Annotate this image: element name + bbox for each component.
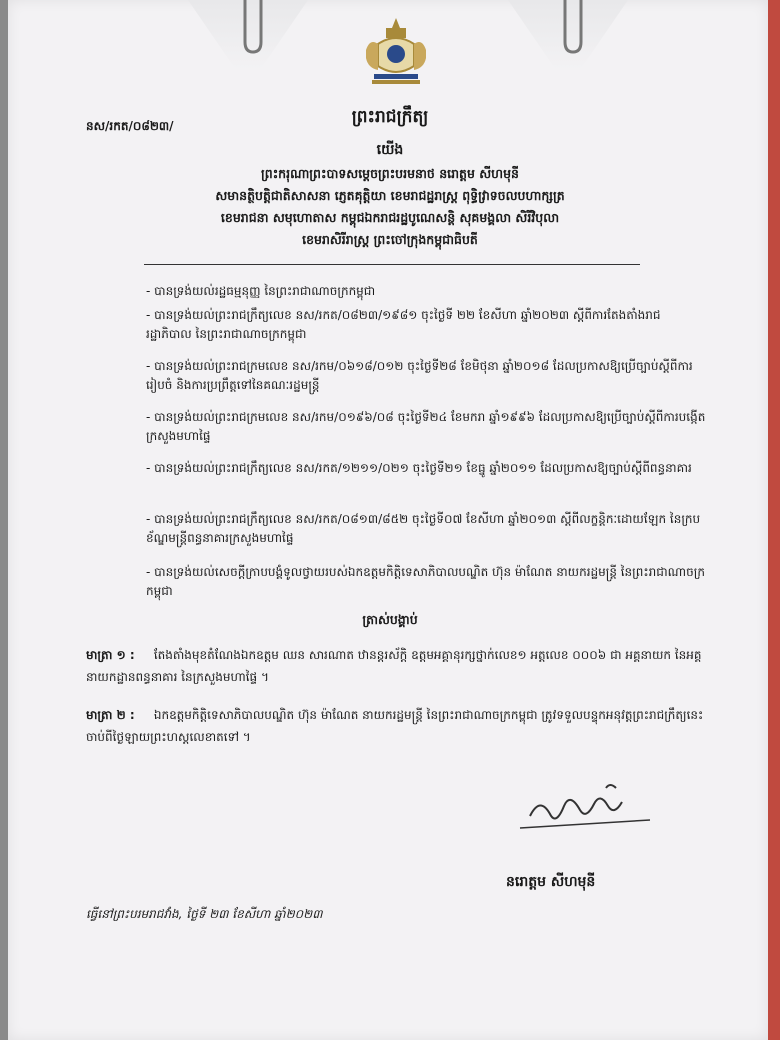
signatory-name: នរោត្តម សីហមុនី (506, 874, 596, 890)
consideration-item: - បានទ្រង់យល់រដ្ឋធម្មនុញ្ញ នៃព្រះរាជាណាចក្រកម្ពុជា (146, 284, 376, 298)
article-text: តែងតាំងមុខតំណែងឯកឧត្តម ឈន សារណាត ឋានន្តរស័ក្តិ ឧត្តមអគ្គានុរក្សថ្នាក់លេខ១ អត្តលេខ ០០០៦ ជា អគ្គនាយក នៃអគ្គនាយកដ្ឋានពន្ធនាគារ នៃក្រសួងមហាផ្ទៃ ។ (86, 648, 702, 684)
consideration-item: - បានទ្រង់យល់ព្រះរាជក្រឹត្យលេខ នស/រកត/១២១១/០២១ ចុះថ្ងៃទី២១ ខែធ្នូ ឆ្នាំ២០១១ ដែលប្រកាសឱ្យច្បាប់ស្តីពីពន្ធនាគារ (146, 461, 692, 475)
consideration-item: - បានទ្រង់យល់ព្រះរាជក្រមលេខ នស/រកម/០១៩៦/០៨ ចុះថ្ងៃទី២៤ ខែមករា ឆ្នាំ១៩៩៦ ដែលប្រកាសឱ្យប្រើច្បាប់ស្តីពីការបង្កើតក្រសួងមហាផ្ទៃ (146, 410, 706, 443)
paper-clip-icon (525, 0, 615, 60)
consideration-item: - បានទ្រង់យល់ព្រះរាជក្រមលេខ នស/រកម/០៦១៨/០១២ ចុះថ្ងៃទី២៨ ខែមិថុនា ឆ្នាំ២០១៨ ដែលប្រកាសឱ្យប្រើច្បាប់ស្តីពីការរៀបចំ និងការប្រព្រឹត្តទៅនៃគណៈរដ្ឋមន្ត្រី (146, 359, 693, 392)
article-1 (86, 644, 706, 688)
divider (144, 264, 640, 265)
place-and-date: ធ្វើនៅព្រះបរមរាជវាំង, ថ្ងៃទី ២៣ ខែសីហា ឆ្នាំ២០២៣ (86, 907, 323, 921)
document-subtitle: យើង (376, 142, 404, 158)
consideration-item: - បានទ្រង់យល់ព្រះរាជក្រឹត្យលេខ នស/រកត/០៨២៣/១៩៨១ ចុះថ្ងៃទី ២២ ខែសីហា ឆ្នាំ២០២៣ ស្តីពីការតែងតាំងរាជរដ្ឋាភិបាល នៃព្រះរាជាណាចក្រកម្ពុជា (146, 308, 661, 341)
article-2 (86, 704, 706, 748)
royal-title-line: ព្រះករុណាព្រះបាទសម្តេចព្រះបរមនាថ នរោត្តម សីហមុនី (261, 166, 519, 181)
royal-coat-of-arms-icon (356, 14, 436, 94)
document-title: ព្រះរាជក្រឹត្យ (351, 107, 429, 127)
handwritten-signature (510, 776, 660, 836)
article-label: មាត្រា ១ : (86, 648, 135, 662)
reference-number: នស/រកត/០៨២៣/ (86, 119, 174, 133)
article-label: មាត្រា ២ : (86, 708, 135, 722)
royal-title-line: ខេមរាជនា សមុហោតាស កម្ពុជឯករាជរដ្ឋបូណេសន្តិ សុគមង្គលា សិរីវិបុលា (220, 210, 560, 225)
article-text: ឯកឧត្តមកិត្តិទេសាភិបាលបណ្ឌិត ហ៊ុន ម៉ាណែត នាយករដ្ឋមន្ត្រី នៃព្រះរាជាណាចក្រកម្ពុជា ត្រូវទទួលបន្ទុកអនុវត្តព្រះរាជក្រឹត្យនេះ ចាប់ពីថ្ងៃឡាយព្រះហស្តលេខាតទៅ ។ (86, 708, 708, 744)
royal-title-line: សមានត្ថិបត្តិជាតិសាសនា ភ្ញេតគុត្តិយា ខេមរាជដ្ឋរាស្ត្រ ពុទ្ធិវ្រាទចលបហាក្សត្រ (215, 188, 565, 203)
royal-title-line: ខេមរាសិរីរាស្ត្រ ព្រះចៅក្រុងកម្ពុជាធិបតី (302, 232, 478, 247)
consideration-item: - បានទ្រង់យល់ព្រះរាជក្រឹត្យលេខ នស/រកត/០៨១៣/៨៥២ ចុះថ្ងៃទី០៧ ខែសីហា ឆ្នាំ២០១៣ ស្តីពីលក្ខន្តិកៈដោយឡែក នៃក្របខ័ណ្ឌមន្ត្រីពន្ធនាគារក្រសួងមហាផ្ទៃ (146, 512, 701, 545)
paper-clip-icon (205, 0, 295, 60)
ordains-heading: ត្រាស់បង្គាប់ (362, 612, 418, 627)
consideration-item: - បានទ្រង់យល់សេចក្តីក្រាបបង្គំទូលថ្វាយរបស់ឯកឧត្តមកិត្តិទេសាភិបាលបណ្ឌិត ហ៊ុន ម៉ាណែត នាយករដ្ឋមន្ត្រី នៃព្រះរាជាណាចក្រកម្ពុជា (146, 565, 705, 598)
